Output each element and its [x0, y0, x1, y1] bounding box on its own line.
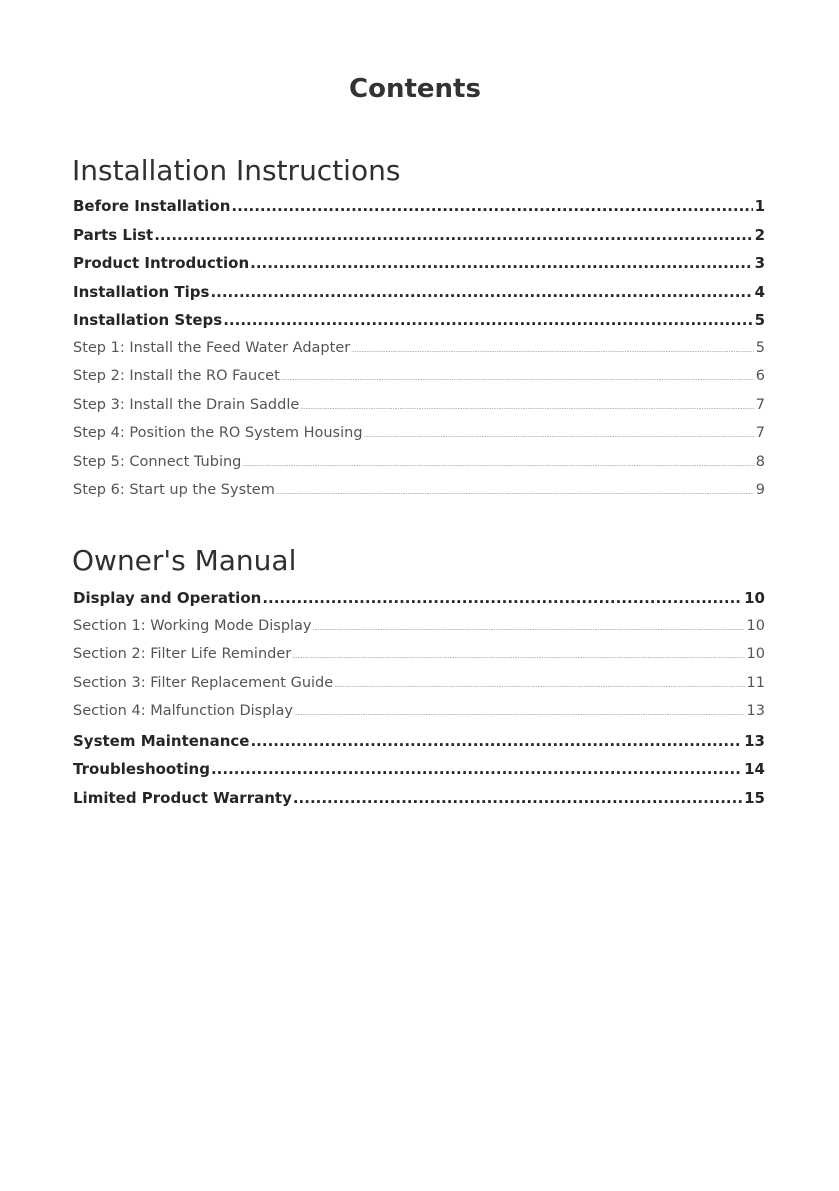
toc-entry-page: 9	[755, 482, 765, 498]
toc-entry[interactable]	[73, 454, 765, 483]
leader-dots	[210, 283, 752, 301]
toc-entry-page: 6	[755, 368, 765, 384]
toc-entry[interactable]	[73, 283, 765, 312]
page-title: Contents	[349, 74, 481, 104]
toc-list-installation	[73, 197, 765, 511]
leader-dots	[281, 375, 754, 382]
leader-dots	[242, 461, 753, 468]
toc-entry[interactable]	[73, 675, 765, 704]
toc-entry-label: Troubleshooting	[73, 760, 210, 778]
toc-entry-label: Installation Steps	[73, 311, 223, 329]
toc-entry-label: Limited Product Warranty	[73, 788, 292, 807]
toc-entry-label: Step 1: Install the Feed Water Adapter	[73, 339, 351, 356]
toc-list-owners-manual	[73, 589, 765, 817]
toc-entry-page: 13	[744, 731, 765, 750]
toc-entry[interactable]	[73, 703, 765, 732]
leader-dots	[294, 710, 745, 717]
toc-entry[interactable]	[73, 311, 765, 340]
toc-entry-label: Step 3: Install the Drain Saddle	[73, 396, 300, 413]
leader-dots	[334, 682, 744, 689]
section-heading-installation: Installation Instructions	[72, 154, 401, 187]
toc-entry[interactable]	[73, 368, 765, 397]
leader-dots	[250, 254, 752, 272]
toc-entry[interactable]	[73, 760, 765, 789]
section-heading-owners-manual: Owner's Manual	[72, 544, 297, 577]
toc-entry-label: Section 2: Filter Life Reminder	[73, 646, 292, 662]
toc-entry-label: Step 2: Install the RO Faucet	[73, 368, 280, 384]
toc-entry-page: 13	[746, 703, 765, 719]
leader-dots	[262, 589, 742, 607]
toc-entry-page: 15	[744, 788, 765, 807]
toc-entry[interactable]	[73, 482, 765, 511]
toc-entry[interactable]	[73, 425, 765, 454]
toc-entry[interactable]	[73, 789, 765, 818]
leader-dots	[293, 789, 742, 807]
leader-dots	[211, 760, 742, 778]
toc-entry-label: Before Installation	[73, 197, 231, 215]
toc-entry-label: Section 3: Filter Replacement Guide	[73, 674, 334, 691]
toc-entry-page: 5	[755, 339, 765, 356]
toc-entry-label: Parts List	[73, 225, 154, 244]
leader-dots	[364, 432, 754, 439]
toc-entry-page: 7	[755, 425, 765, 441]
leader-dots	[250, 732, 742, 750]
toc-entry-page: 8	[755, 453, 765, 470]
toc-entry[interactable]	[73, 589, 765, 618]
toc-entry-page: 14	[744, 760, 765, 778]
toc-entry[interactable]	[73, 732, 765, 761]
toc-entry-page: 7	[755, 396, 765, 413]
leader-dots	[292, 653, 744, 660]
toc-entry-page: 10	[744, 589, 765, 607]
toc-entry-label: Installation Tips	[73, 282, 210, 301]
toc-entry-page: 1	[754, 197, 765, 215]
toc-entry-page: 10	[746, 646, 765, 662]
toc-entry-label: Display and Operation	[73, 589, 262, 607]
leader-dots	[351, 347, 754, 354]
toc-entry-label: Section 1: Working Mode Display	[73, 617, 312, 634]
leader-dots	[231, 197, 752, 215]
toc-entry-label: System Maintenance	[73, 731, 250, 750]
toc-entry-page: 4	[754, 282, 765, 301]
leader-dots	[154, 226, 752, 244]
toc-entry-page: 10	[746, 617, 765, 634]
toc-entry-label: Step 6: Start up the System	[73, 482, 275, 498]
toc-entry[interactable]	[73, 340, 765, 369]
toc-entry[interactable]	[73, 226, 765, 255]
toc-entry-page: 5	[754, 311, 765, 329]
toc-entry-label: Section 4: Malfunction Display	[73, 703, 293, 719]
toc-entry-label: Product Introduction	[73, 254, 250, 272]
leader-dots	[300, 404, 753, 411]
toc-entry[interactable]	[73, 197, 765, 226]
toc-entry-label: Step 5: Connect Tubing	[73, 453, 242, 470]
toc-entry[interactable]	[73, 646, 765, 675]
leader-dots	[313, 625, 745, 632]
toc-entry-label: Step 4: Position the RO System Housing	[73, 425, 363, 441]
toc-entry[interactable]	[73, 254, 765, 283]
leader-dots	[276, 489, 754, 496]
toc-entry-page: 2	[754, 225, 765, 244]
toc-entry[interactable]	[73, 397, 765, 426]
toc-entry-page: 11	[746, 674, 765, 691]
toc-entry[interactable]	[73, 618, 765, 647]
toc-entry-page: 3	[754, 254, 765, 272]
leader-dots	[223, 311, 752, 329]
